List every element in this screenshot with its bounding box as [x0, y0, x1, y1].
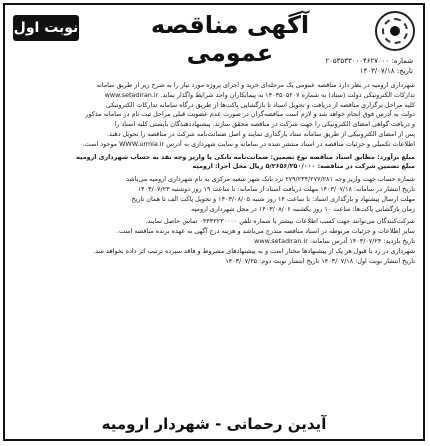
logo-center-icon	[390, 26, 400, 36]
body-line: مبلغ تضمین شرکت در مناقصه: ۵/۲۶۵۶/۲۵۰/۰۰۰ ریال محل اجرا: ارومیه	[192, 162, 415, 171]
body-line: اطلاعات تکمیلی و جزئیات مناقصه در اسناد منتشر شده در سامانه و سایت شهرداری به آدرس WWW.urmia.ir موجود است.	[82, 139, 415, 148]
body-line: سایر اطلاعات و جزئیات مربوطه در اسناد مناقصه مندرج می‌باشد و هزینه درج آگهی به عهده برنده مناقصه است.	[116, 227, 415, 236]
body-line: شهرداری ارومیه در نظر دارد مناقصه عمومی یک مرحله‌ای خرید و اجرای پروژه مورد نیاز را به شرح زیر از طریق سامانه	[96, 81, 415, 89]
body-line: تدارکات الکترونیکی دولت (ستاد) به شماره ۱۴۰۳۵۰۵۲۰۷ به پیمانکاران واجد شرایط واگذار نماید. www.setadiran.ir	[104, 90, 415, 99]
body-line: مبلغ برآورد: مطابق اسناد مناقصه نوع تضمین: ضمانت‌نامه بانکی یا واریز وجه نقد به حساب شهرداری ارومیه	[76, 152, 415, 161]
ad-title: آگهی مناقصه عمومی	[150, 11, 310, 67]
body-line: تاریخ انتشار در سامانه: ۱۴۰۳/۰۷/۱۸ مهلت دریافت اسناد از سامانه: تا ساعت ۱۹ روز دوشنبه ۱۴۰۳/۰۷/۲۳	[137, 184, 415, 193]
tender-advertisement	[3, 3, 425, 441]
ad-signature: آیدین رحمانی - شهردار ارومیه	[101, 415, 327, 433]
body-line: زمان بازگشایی پاکت‌ها: ساعت ۱۰ روز یکشنبه ۱۴۰۳/۰۸/۰۶ در محل شهرداری ارومیه	[191, 204, 415, 213]
municipality-logo-icon	[375, 11, 415, 51]
body-line: شرکت‌کنندگان می‌توانند جهت کسب اطلاعات بیشتر با شماره تلفن ۰۴۴۳۲۲۳۰۰۰۰ تماس حاصل نمایند.	[145, 217, 415, 226]
body-line: شماره حساب جهت واریز وجه ۲۷۹/۲۳۴/۲۷۷/۲۸۱ نزد بانک شهر شعبه مرکزی به نام شهرداری ارومیه می‌باشد	[126, 175, 415, 184]
body-line: تاریخ بازدید: ۱۴۰۳/۰۷/۲۴ آدرس سامانه: www.setadiran.ir	[254, 236, 415, 245]
body-line: شهرداری در رد یا قبول هر یک از پیشنهادها مختار است و به پیشنهادهای مشروط و فاقد سپرده ترتیب اثر داده نخواهد شد.	[93, 246, 415, 255]
ad-body	[13, 81, 415, 399]
tender-number: شماره: ۲۰۵۳۵۳۳۰۰۰۴۶۲۷۰۰۰	[325, 57, 413, 65]
body-line: و دریافت گواهی امضای الکترونیکی را جهت شرکت در مناقصه محقق سازند. پیشنهاددهندگان بایستی کلیه اسناد را	[114, 120, 415, 129]
body-line: مهلت ارسال پیشنهاد و بارگذاری اسناد: تا ساعت ۱۴ روز شنبه ۱۴۰۳/۰۸/۰۵ و تحویل پاکت الف تا همان تاریخ	[131, 194, 415, 203]
tender-date: تاریخ: ۱۴۰۳/۰۷/۱۸	[359, 67, 413, 75]
body-line: دولت به آدرس فوق انجام خواهد شد و لازم است مناقصه‌گران در صورت عدم عضویت قبلی مراحل ثبت نام در سامانه مذکور	[85, 110, 415, 119]
body-line: کلیه مراحل برگزاری مناقصه از دریافت و تحویل اسناد تا بازگشایی پاکت‌ها از طریق درگاه سامانه تدارکات الکترونیکی	[105, 100, 415, 109]
body-line: پس از امضای الکترونیکی از طریق سامانه ستاد بارگذاری نمایند و اصل ضمانت‌نامه شرکت در مناقصه را تحویل دهند.	[107, 129, 415, 138]
first-round-badge: نوبت اول	[13, 15, 79, 41]
body-line: تاریخ انتشار نوبت اول: ۱۴۰۳/۰۷/۱۸ تاریخ انتشار نوبت دوم: ۱۴۰۳/۰۷/۲۵	[225, 256, 415, 265]
